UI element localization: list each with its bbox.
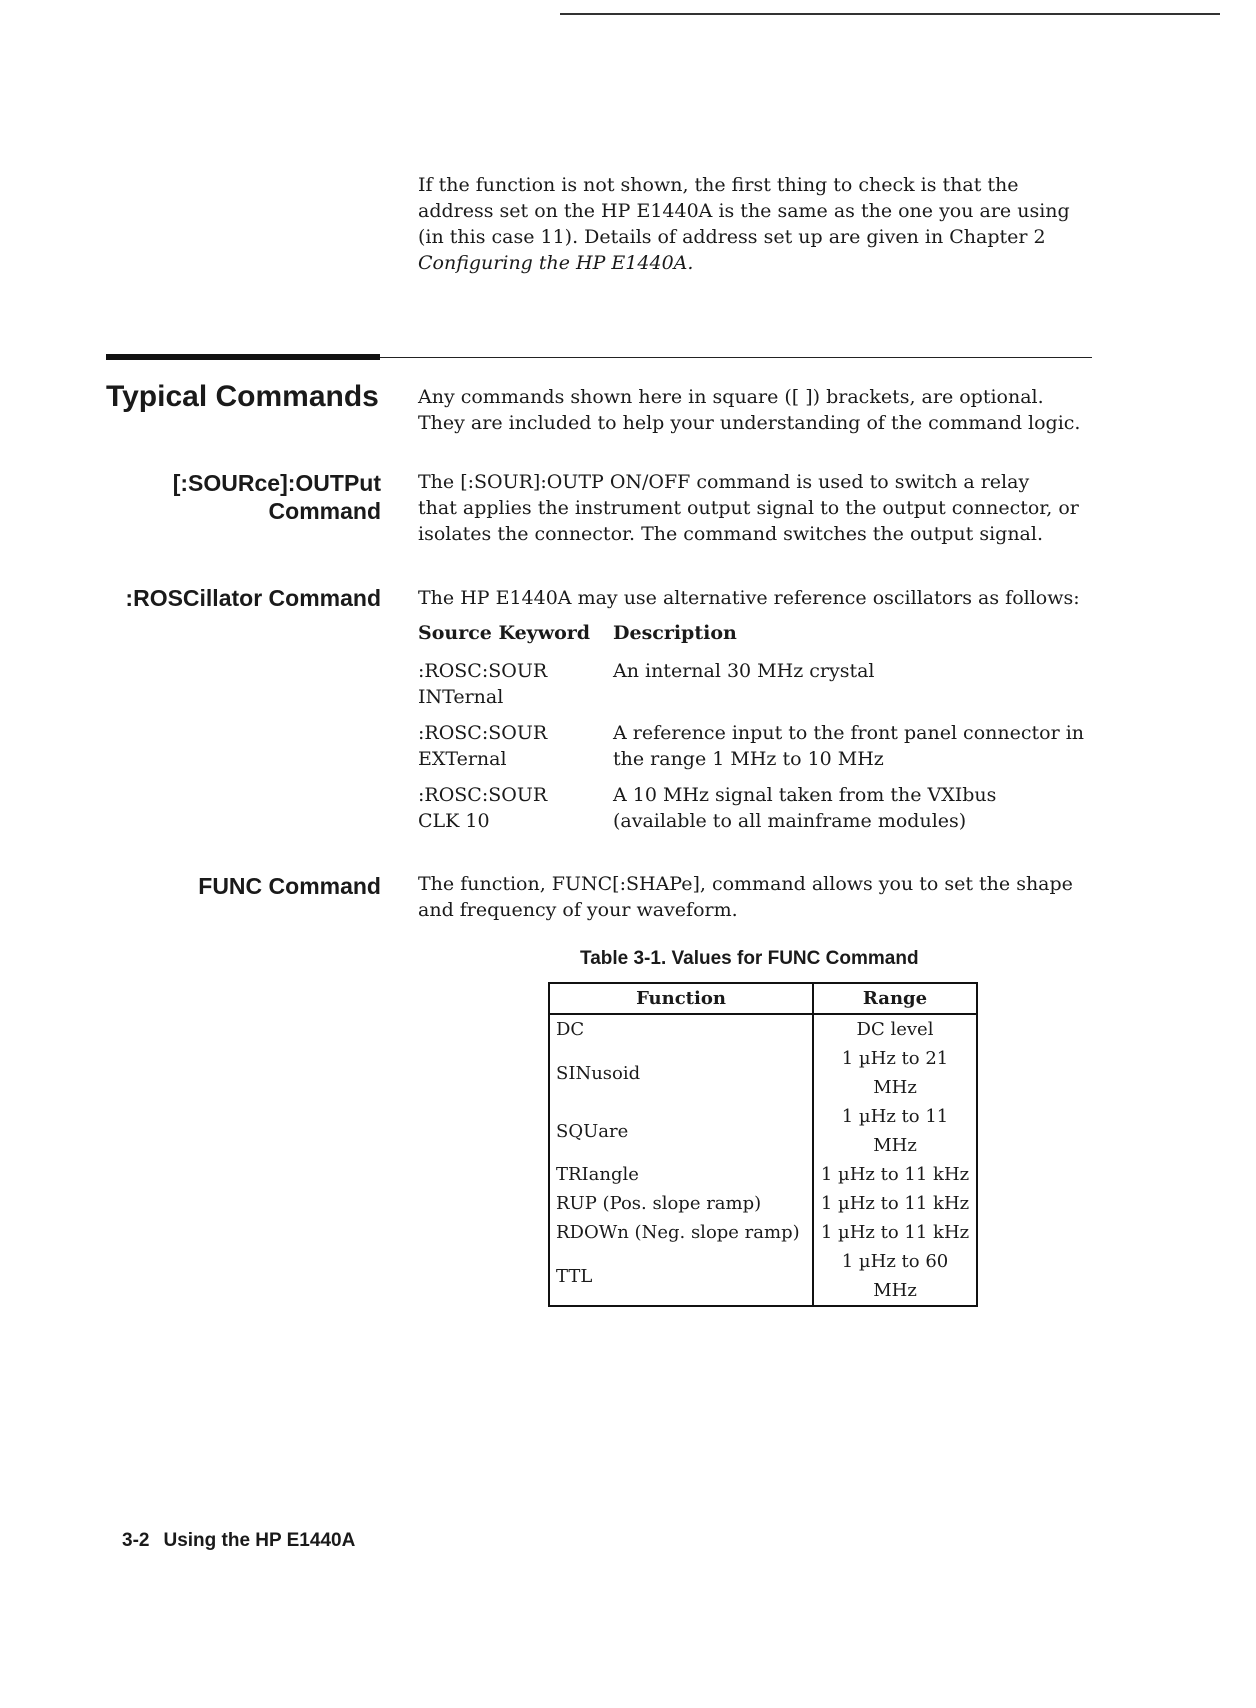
col-function: Function <box>549 983 813 1014</box>
table-row <box>549 1160 977 1189</box>
section-title: Typical Commands <box>106 380 379 413</box>
description-line: An internal 30 MHz crystal <box>613 660 875 682</box>
col-source-keyword: Source Keyword <box>418 622 591 644</box>
output-heading-line: [:SOURce]:OUTPut <box>172 470 381 496</box>
section-intro-line: Any commands shown here in square ([ ]) brackets, are optional. <box>418 386 1044 408</box>
intro-paragraph <box>418 172 1118 276</box>
footer-title: Using the HP E1440A <box>163 1530 356 1551</box>
output-command-heading <box>101 469 381 525</box>
keyword-line: :ROSC:SOUR <box>418 722 548 744</box>
function-cell: SINusoid <box>549 1044 813 1102</box>
range-cell: 1 µHz to 11 kHz <box>820 1164 970 1185</box>
func-text-line: The function, FUNC[:SHAPe], command allows you to set the shape <box>418 873 1073 895</box>
top-rule <box>560 13 1220 15</box>
output-command-text <box>418 469 1098 547</box>
table-row <box>549 1189 977 1218</box>
page-footer <box>122 1530 355 1552</box>
output-heading-line: Command <box>268 498 381 524</box>
output-text-line: The [:SOUR]:OUTP ON/OFF command is used to switch a relay <box>418 471 1030 493</box>
output-text-line: isolates the connector. The command switches the output signal. <box>418 523 1044 545</box>
page-number: 3-2 <box>122 1530 150 1551</box>
intro-line: (in this case 11). Details of address set up are given in Chapter 2 <box>418 226 1046 248</box>
intro-line: address set on the HP E1440A is the same as the one you are using <box>418 200 1070 222</box>
table-caption: Table 3-1. Values for FUNC Command <box>580 948 919 969</box>
func-command-text <box>418 871 1098 923</box>
description-line: A 10 MHz signal taken from the VXIbus <box>613 784 997 806</box>
keyword-line: CLK 10 <box>418 810 490 832</box>
func-text-line: and frequency of your waveform. <box>418 899 738 921</box>
range-cell: 1 µHz to 11 kHz <box>820 1222 970 1243</box>
function-cell: RUP (Pos. slope ramp) <box>549 1189 813 1218</box>
description-line: A reference input to the front panel connector in <box>613 722 1085 744</box>
keyword-line: INTernal <box>418 686 504 708</box>
keyword-cell <box>418 782 613 844</box>
table-row <box>549 1102 977 1160</box>
keyword-cell <box>418 720 613 782</box>
description-cell <box>613 720 1098 782</box>
function-cell: DC <box>549 1014 813 1044</box>
section-intro-line: They are included to help your understanding of the command logic. <box>418 412 1081 434</box>
chapter-reference: Configuring the HP E1440A. <box>418 252 694 274</box>
col-range: Range <box>813 983 977 1014</box>
function-cell: TTL <box>549 1247 813 1306</box>
range-cell: DC level <box>856 1019 934 1040</box>
keyword-line: EXTernal <box>418 748 507 770</box>
table-row <box>549 1218 977 1247</box>
description-line: (available to all mainframe modules) <box>613 810 967 832</box>
output-text-line: that applies the instrument output signal to the output connector, or <box>418 497 1079 519</box>
function-cell: TRIangle <box>549 1160 813 1189</box>
range-cell: 1 µHz to 11 MHz <box>841 1106 949 1156</box>
source-keyword-table <box>418 620 1098 844</box>
col-description: Description <box>613 622 737 644</box>
section-rule-thin <box>380 357 1092 358</box>
range-cell: 1 µHz to 21 MHz <box>841 1048 949 1098</box>
keyword-line: :ROSC:SOUR <box>418 784 548 806</box>
keyword-cell <box>418 658 613 720</box>
intro-line: If the function is not shown, the first thing to check is that the <box>418 174 1019 196</box>
function-cell: SQUare <box>549 1102 813 1160</box>
intro-line-italic <box>418 250 1118 276</box>
function-cell: RDOWn (Neg. slope ramp) <box>549 1218 813 1247</box>
keyword-row <box>418 782 1098 844</box>
table-row <box>549 1044 977 1102</box>
description-cell <box>613 782 1098 844</box>
rosc-intro: The HP E1440A may use alternative reference oscillators as follows: <box>418 587 1080 609</box>
table-row <box>549 1014 977 1044</box>
range-cell: 1 µHz to 11 kHz <box>820 1193 970 1214</box>
description-line: the range 1 MHz to 10 MHz <box>613 748 884 770</box>
section-intro <box>418 384 1098 436</box>
func-command-heading: FUNC Command <box>198 873 381 899</box>
description-cell <box>613 658 1098 720</box>
section-rule-thick <box>106 354 380 360</box>
keyword-row <box>418 658 1098 720</box>
rosc-command-heading: :ROSCillator Command <box>125 585 381 611</box>
func-values-table <box>548 982 978 1307</box>
table-row <box>549 1247 977 1306</box>
keyword-row <box>418 720 1098 782</box>
range-cell: 1 µHz to 60 MHz <box>841 1251 949 1301</box>
keyword-line: :ROSC:SOUR <box>418 660 548 682</box>
